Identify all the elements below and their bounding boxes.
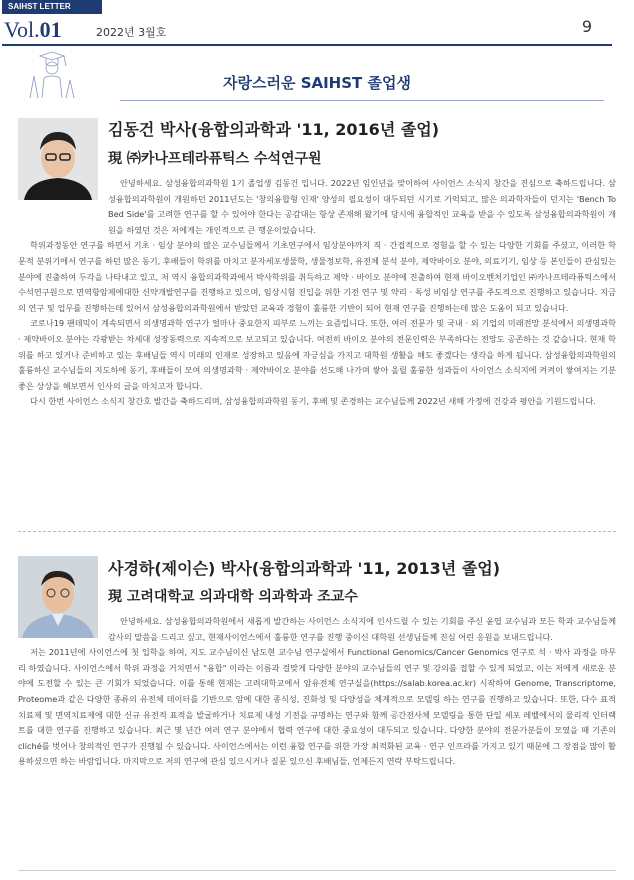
issue-date: 2022년 3월호 xyxy=(96,26,167,39)
section-title: 자랑스러운 SAIHST 졸업생 xyxy=(223,74,411,92)
page-number: 9 xyxy=(581,17,592,36)
graduate-position: 現 ㈜카나프테라퓨틱스 수석연구원 xyxy=(108,151,322,167)
article-paragraph: 학위과정동안 연구를 하면서 기초 · 임상 분야의 많은 교수님들께서 기초연구에서 임상분야까지 직 · 간접적으로 경험을 할 수 있는 다양한 기회를 주셨고, 이러한 학문적 분위기에서 연구를 하던 많은 동기, 후배들이 학위를 마치고 분자세포생물학, 생물정보학, 유전체 분석 분야, 제약바이오 분야, 의료기기, 임상 등 본인들이 관심있는 분야에 진출하여 두각을 나타내고 있고, 저 역시 융합의과학과에서 박사학위를 취득하고 제약 · 바이오 분야에 진출하여 현재 바이오벤처기업인 ㈜카나프테라퓨틱스에서 수석연구원으로 면역항암제에대한 신약개발연구를 진행하고 있으며, 임상시험 진입을 위한 기전 연구 및 약리 · 독성 비임상 연구를 주도적으로 진행하고 있습니다. 지금의 연구 및 업무를 진행하는데 있어서 삼성융합의과학원에서 받았던 교육과 경험이 훌륭한 기반이 되어 현재 연구를 진행하는데 많은 도움이 되고 있습니다. xyxy=(18,240,616,313)
footer-rule xyxy=(18,870,616,871)
newsletter-tag: SAIHST LETTER xyxy=(2,0,102,14)
article-paragraph: 코로나19 팬데믹이 계속되면서 의생명과학 연구가 얼마나 중요한지 피부로 느끼는 요즘입니다. 또한, 여러 전문가 및 국내 · 외 기업의 미래전망 분석에서 의생명과학 · 제약바이오 분야는 각광받는 차세대 성장동력으로 지속적으로 보고되고 있습니다. 여전히 바이오 분야의 전문인력은 부족하다는 전망도 공존하는 것 같습니다. 현재 학위를 하고 있거나 준비하고 있는 후배님들 역시 미래의 인재로 성장하고 있음에 자긍심을 가지고 대학원 생활을 해도 좋겠다는 생각을 하게 됩니다. 삼성융합의과학원의 훌륭하신 교수님들의 지도하에 동기, 후배들이 모여 의생명과학 · 제약바이오 분야를 선도해 나가며 쌓아 올릴 훌륭한 성과들이 사이언스 소식지에 켜켜이 쌓여지는 기분 좋은 상상을 해보면서 인사의 글을 마치고자 합니다. xyxy=(18,318,616,391)
article-body xyxy=(18,176,616,410)
article-paragraph: 안녕하세요. 삼성융합의과학원 1기 졸업생 김동건 입니다. 2022년 임인년을 맞이하여 사이언스 소식지 창간을 진심으로 축하드립니다. 삼성융합의과학원이 개원하던 2011년도는 '창의융합형 인재' 양성의 필요성이 대두되던 시기로 기억되고, 많은 의과학자들이 던지는 'Bench To Bed Side'를 고려한 연구를 할 수 있어야 한다는 공감대는 항상 존재해 왔기에 당시에 융합적인 교육을 받을 수 있도록 삼성융합의과학원이 개원을 하였던 것은 저에게는 개인적으로 큰 행운이었습니다. xyxy=(108,178,616,235)
section-title-underline xyxy=(120,100,604,101)
graduate-name: 사경하(제이슨) 박사(융합의과학과 '11, 2013년 졸업) xyxy=(108,559,501,578)
article-paragraph: 다시 한번 사이언스 소식지 창간호 발간을 축하드리며, 삼성융합의과학원 동기, 후배 및 존경하는 교수님들께 2022년 새해 가정에 건강과 평안을 기원드립니다. xyxy=(30,396,596,407)
volume-label: Vol.01 xyxy=(4,17,62,42)
article-divider xyxy=(18,531,616,532)
graduate-position: 現 고려대학교 의과대학 의과학과 조교수 xyxy=(108,589,358,605)
header-rule xyxy=(2,44,612,46)
article-paragraph: 안녕하세요. 삼성융합의과학원에서 새롭게 발간하는 사이언스 소식지에 인사드릴 수 있는 기회를 주신 윤엽 교수님과 모든 학과 교수님들께 감사의 말씀을 드리고 싶고, 현재사이언스에서 훌륭한 연구를 진행 중이신 대학원 선생님들께 진심 어린 응원을 보내드립니다. xyxy=(108,616,616,642)
article-paragraph: 저는 2011년에 사이언스에 첫 입학을 하여, 지도 교수님이신 남도현 교수님 연구실에서 Functional Genomics/Cancer Genomics 연구로 석 · 박사 과정을 마무리 하였습니다. 사이언스에서 학위 과정을 거치면서 "융합" 이라는 이름과 걸맞게 다양한 분야의 교수님들의 연구 및 강의를 접할 수 있게 되었고, 이는 저에게 새로운 분야에 도전할 수 있는 큰 기회가 되었습니다. 이를 통해 현재는 고려대학교에서 암유전체 연구실을(https://salab.korea.ac.kr) 시작하여 Genome, Transcriptome, Proteome과 같은 다양한 종류의 유전체 데이터를 기반으로 암에 대한 종식성, 진화성 및 다양성을 체계적으로 모델링 하는 연구를 진행하고 있습니다. 또한, 다수 표적치료제 및 면역치료제에 대한 신규 유전적 표적을 발굴하거나 치료제 내성 기전을 규명하는 연구와 함께 공간전사체 모델링을 통한 단일 세포 레벨에서의 물리적 인터랙트를 대한 연구를 진행하고 있습니다. 최근 몇 년간 여러 연구 분야에서 협력 연구에 대한 중요성이 대두되고 있습니다. 다양한 분야의 전문가분들이 모였을 때 기존의 cliché를 벗어나 창의적인 연구가 진행될 수 있습니다. 사이언스에서는 이런 융합 연구를 위한 가장 최적화된 교육 · 연구 인프라를 가지고 있기 때문에 그 장점을 많이 활용하셨으면 하는 바람입니다. 마지막으로 저의 연구에 관심 있으시거나 질문 있으신 후배님들, 언제든지 연락 부탁드립니다. xyxy=(18,647,616,767)
graduate-name: 김동건 박사(융합의과학과 '11, 2016년 졸업) xyxy=(108,120,440,139)
article-body xyxy=(18,614,616,770)
